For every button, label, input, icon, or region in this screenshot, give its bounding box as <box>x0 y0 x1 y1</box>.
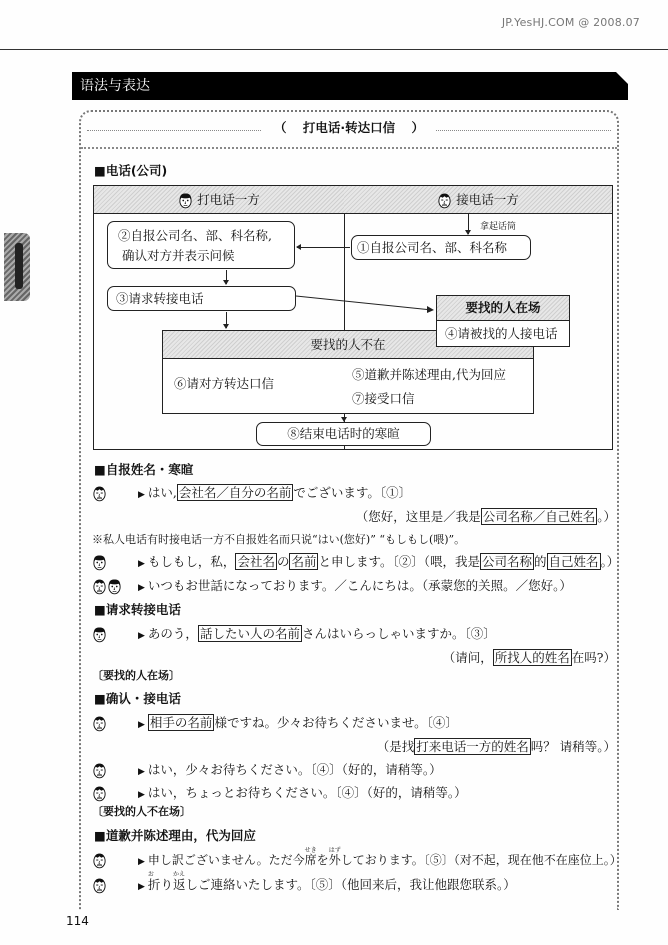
receiver-face-icon <box>92 785 107 802</box>
placeholder-box: 会社名 <box>237 554 275 569</box>
step2-box <box>107 221 295 269</box>
watermark: JP.YesHJ.COM @ 2008.07 <box>501 16 640 29</box>
caller-column-header <box>94 186 345 214</box>
private-call-note: ※私人电话有时接电话一方不自报姓名而只说“はい(您好)” “もしもし(喂)”。 <box>92 533 466 546</box>
bullet-triangle-icon: ▶ <box>138 490 145 500</box>
text: （是找 <box>376 739 415 754</box>
text: いつもお世話になっております。／こんにちは。（承蒙您的关照。／您好。） <box>147 578 572 593</box>
heading-phone-company: ■ 电话(公司) <box>94 161 167 179</box>
text: 。） <box>597 509 616 524</box>
text: しご連絡いたします。〔⑤〕（他回来后，我让他跟您联系。） <box>185 877 516 892</box>
placeholder-box: 自己姓名 <box>548 554 599 569</box>
text: あのう， <box>147 626 198 641</box>
pickup-label: 拿起话筒 <box>480 222 517 232</box>
page-fold-icon <box>616 72 628 84</box>
receiver-face-icon <box>92 485 107 502</box>
example-line <box>92 624 496 643</box>
bullet-triangle-icon: ▶ <box>138 790 145 800</box>
absent-label: 〔要找的人不在场〕 <box>92 805 191 818</box>
present-header: 要找的人在场 <box>437 296 569 321</box>
bullet-triangle-icon: ▶ <box>138 583 145 593</box>
caller-face-icon <box>107 578 122 595</box>
heading-request-transfer: ■ 请求转接电话 <box>94 600 181 618</box>
placeholder-box: 会社名／自分の名前 <box>178 485 292 500</box>
text: （请问， <box>442 650 493 665</box>
example-line <box>92 576 572 595</box>
step6-text: ⑥请对方转达口信 <box>174 376 275 391</box>
step5-text: ⑤道歉并陈述理由,代为回应 <box>352 367 506 382</box>
example-line <box>92 760 442 779</box>
placeholder-box: 相手の名前 <box>149 715 213 730</box>
bullet-triangle-icon: ▶ <box>138 857 145 867</box>
step2-line1: ②自报公司名、部、科名称, <box>118 228 272 243</box>
arrow-left-icon <box>297 247 350 248</box>
bullet-triangle-icon: ▶ <box>138 767 145 777</box>
text: 様ですね。少々お待ちくださいませ。〔④〕 <box>214 715 458 730</box>
text: 。） <box>600 554 620 569</box>
step1-box: ①自报公司名、部、科名称 <box>351 235 531 260</box>
ruby-reading: はず <box>328 847 341 854</box>
step7-text: ⑦接受口信 <box>352 391 415 406</box>
paren-open: （ <box>268 120 293 135</box>
receiver-face-icon <box>92 578 107 595</box>
text: 吗？ 请稍等。） <box>530 739 616 754</box>
text: を <box>316 853 329 867</box>
frame-title-divider <box>81 147 617 149</box>
placeholder-box: 所找人的姓名 <box>494 650 570 665</box>
arrow-diagonal-icon <box>296 292 436 314</box>
example-line <box>92 552 619 571</box>
phone-flow-diagram <box>93 185 613 450</box>
bullet-triangle-icon: ▶ <box>138 882 145 892</box>
present-label: 〔要找的人在场〕 <box>92 669 180 682</box>
bullet-triangle-icon: ▶ <box>138 720 145 730</box>
text: はい, <box>147 485 177 500</box>
text: はい，ちょっとお待ちください。〔④〕（好的，请稍等。） <box>147 785 467 800</box>
example-line <box>92 847 622 869</box>
caller-face-icon <box>92 626 107 643</box>
placeholder-box: 打来电话一方的姓名 <box>416 739 529 754</box>
section-title: 语法与表达 <box>80 78 150 94</box>
text: もしもし，私， <box>147 554 236 569</box>
heading-self-intro: ■ 自报姓名・寒暄 <box>94 460 193 478</box>
arrow-down-icon <box>468 214 469 234</box>
header-divider <box>0 49 668 50</box>
absent-header-label: 要找的人不在 <box>310 337 386 352</box>
placeholder-box: 公司名称／自己姓名 <box>482 509 596 524</box>
text: 在吗?） <box>571 650 616 665</box>
side-tab-mark <box>15 243 23 289</box>
text: 外 <box>328 853 341 867</box>
example-line <box>92 483 411 502</box>
text: 的 <box>534 554 547 569</box>
caller-column-label: 打电话一方 <box>197 192 260 207</box>
receiver-face-icon <box>92 762 107 779</box>
placeholder-box: 話したい人の名前 <box>199 626 300 641</box>
text: はい，少々お待ちください。〔④〕（好的，请稍等。） <box>147 762 442 777</box>
translation-line <box>356 507 616 525</box>
present-box <box>436 295 570 347</box>
step2-line2: 确认对方并表示问候 <box>122 248 235 263</box>
receiver-face-icon <box>92 715 107 732</box>
frame-title <box>81 118 617 142</box>
text: でございます。〔①〕 <box>293 485 412 500</box>
example-line <box>92 713 458 732</box>
text: 折 <box>147 877 161 892</box>
placeholder-box: 公司名称 <box>482 554 533 569</box>
text: （您好，这里是／我是 <box>355 509 481 524</box>
ruby-reading: お <box>147 871 154 878</box>
ruby-reading: せき <box>304 847 317 854</box>
receiver-face-icon <box>92 852 107 869</box>
text: の <box>276 554 290 569</box>
example-line <box>92 871 516 894</box>
example-line <box>92 783 467 802</box>
bullet-triangle-icon: ▶ <box>138 631 145 641</box>
receiver-face-icon <box>92 877 107 894</box>
text: り <box>160 877 173 892</box>
receiver-column-label: 接电话一方 <box>456 192 519 207</box>
section-title-bar <box>72 72 628 100</box>
heading-confirm: ■ 确认・接电话 <box>94 689 181 707</box>
arrow-down-icon <box>344 414 345 421</box>
text: 申し訳ございません。ただ今 <box>147 853 305 867</box>
step8-box: ⑧结束电话时的寒暄 <box>256 422 431 446</box>
placeholder-box: 名前 <box>291 554 317 569</box>
frame-title-text: 打电话·转达口信 <box>297 120 401 135</box>
paren-close: ） <box>405 120 430 135</box>
receiver-column-header <box>344 186 612 214</box>
receiver-face-icon <box>437 192 452 209</box>
text: 席 <box>304 853 317 867</box>
step4-text: ④请被找的人接电话 <box>445 326 558 341</box>
arrow-down-icon <box>226 312 227 328</box>
heading-apology: ■ 道歉并陈述理由，代为回应 <box>94 826 256 844</box>
text: さんはいらっしゃいますか。〔③〕 <box>301 626 496 641</box>
step3-box: ③请求转接电话 <box>107 286 296 311</box>
text: 返 <box>172 877 186 892</box>
caller-face-icon <box>92 554 107 571</box>
chapter-side-tab <box>4 233 30 301</box>
page-number: 114 <box>66 914 89 928</box>
arrow-down-icon <box>226 270 227 284</box>
bullet-triangle-icon: ▶ <box>138 559 145 569</box>
ruby-reading: かえ <box>172 871 185 878</box>
caller-face-icon <box>178 192 193 209</box>
translation-line <box>443 648 616 666</box>
translation-line <box>377 737 616 755</box>
text: しております。〔⑤〕（对不起，现在他不在座位上。） <box>340 853 622 867</box>
text: と申します。〔②〕（喂，我是 <box>318 554 480 569</box>
